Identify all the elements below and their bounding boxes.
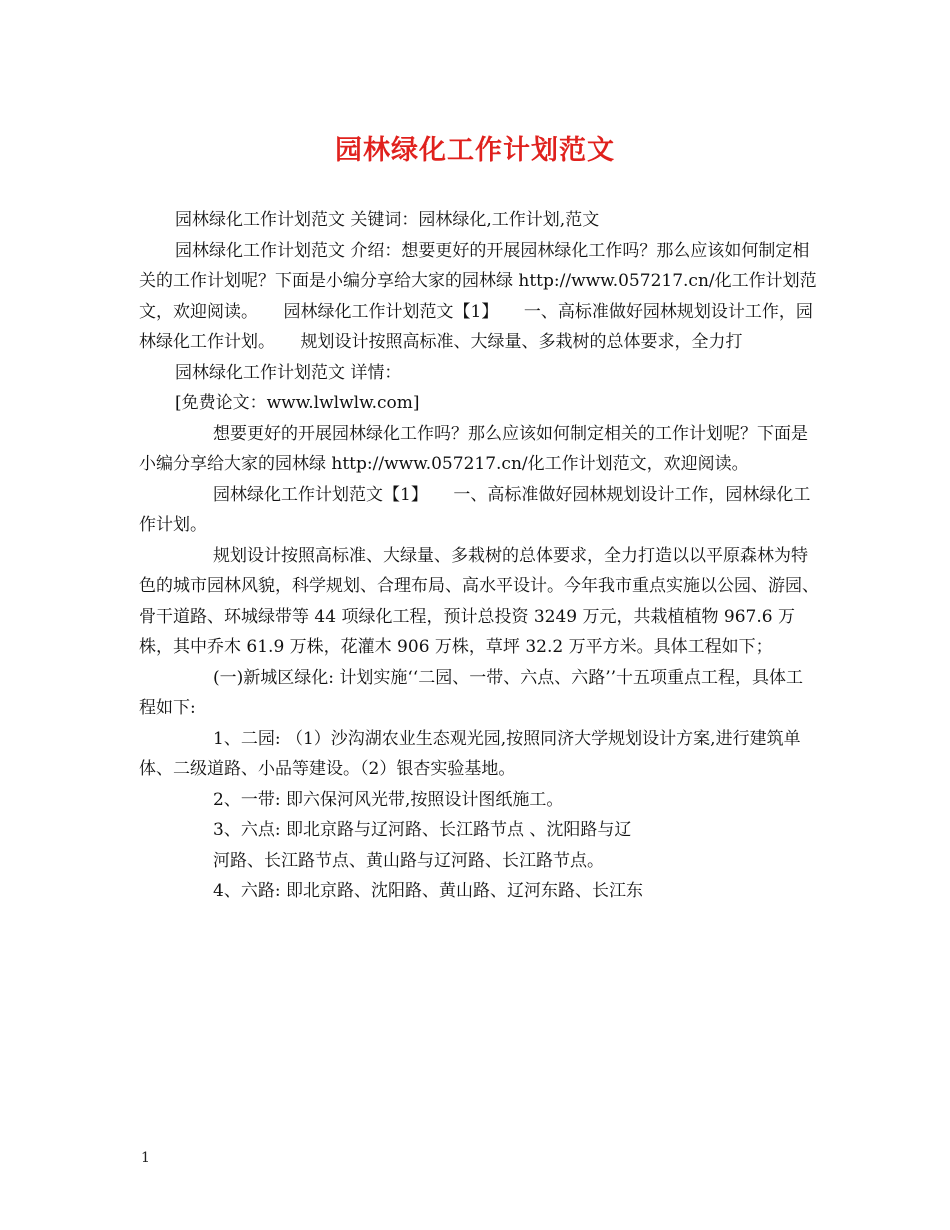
list-item-six-points: 3、六点: 即北京路与辽河路、长江路节点 、沈阳路与辽 xyxy=(213,820,632,840)
paragraph-details-label: 园林绿化工作计划范文 详情： xyxy=(175,362,402,383)
paragraph-lead: 想要更好的开展园林绿化工作吗？那么应该如何制定相关的工作计划呢？下面是小编分享给大家的园林绿 http://www.057217.cn/化工作计划范文，欢迎阅读。 xyxy=(139,423,808,474)
list-item-six-roads: 4、六路: 即北京路、沈阳路、黄山路、辽河东路、长江东 xyxy=(213,881,643,901)
paragraph-source-link: [免费论文：www.lwlwlw.com] xyxy=(175,393,420,413)
list-item-two-parks: 1、二园: （1）沙沟湖农业生态观光园,按照同济大学规划设计方案,进行建筑单体、二级道路、小品等建设。（2）银杏实验基地。 xyxy=(139,728,801,779)
paragraph-new-district: (一)新城区绿化: 计划实施‘‘二园、一带、六点、六路’’十五项重点工程，具体工程如下: xyxy=(139,667,804,718)
list-item-six-points-continued: 河路、长江路节点、黄山路与辽河路、长江路节点。 xyxy=(213,850,604,871)
document-title: 园林绿化工作计划范文 xyxy=(335,135,615,166)
paragraph-intro: 园林绿化工作计划范文 介绍：想要更好的开展园林绿化工作吗？那么应该如何制定相关的工作计划呢？下面是小编分享给大家的园林绿 http://www.057217.cn/化工作计划范文，欢迎阅读。 园林绿化工作计划范文【1】 一、高标准做好园林规划设计工作，园林绿化工作计划。 规划设计按照高标准、大绿量、多栽树的总体要求，全力打 xyxy=(139,240,817,352)
page-number: 1 xyxy=(141,1150,150,1166)
list-item-one-belt: 2、一带: 即六保河风光带,按照设计图纸施工。 xyxy=(213,789,564,810)
paragraph-keywords: 园林绿化工作计划范文 关键词：园林绿化,工作计划,范文 xyxy=(175,210,600,230)
paragraph-planning: 规划设计按照高标准、大绿量、多栽树的总体要求，全力打造以以平原森林为特色的城市园林风貌，科学规划、合理布局、高水平设计。今年我市重点实施以公园、游园、骨干道路、环城绿带等 44 项绿化工程，预计总投资 3249 万元，共栽植植物 967.6 万株，其中乔木 61.9 万株，花灌木 906 万株，草坪 32.2 万平方米。具体工程如下； xyxy=(139,545,819,657)
paragraph-section-1: 园林绿化工作计划范文【1】 一、高标准做好园林规划设计工作，园林绿化工作计划。 xyxy=(139,484,811,535)
document-body xyxy=(139,205,819,907)
